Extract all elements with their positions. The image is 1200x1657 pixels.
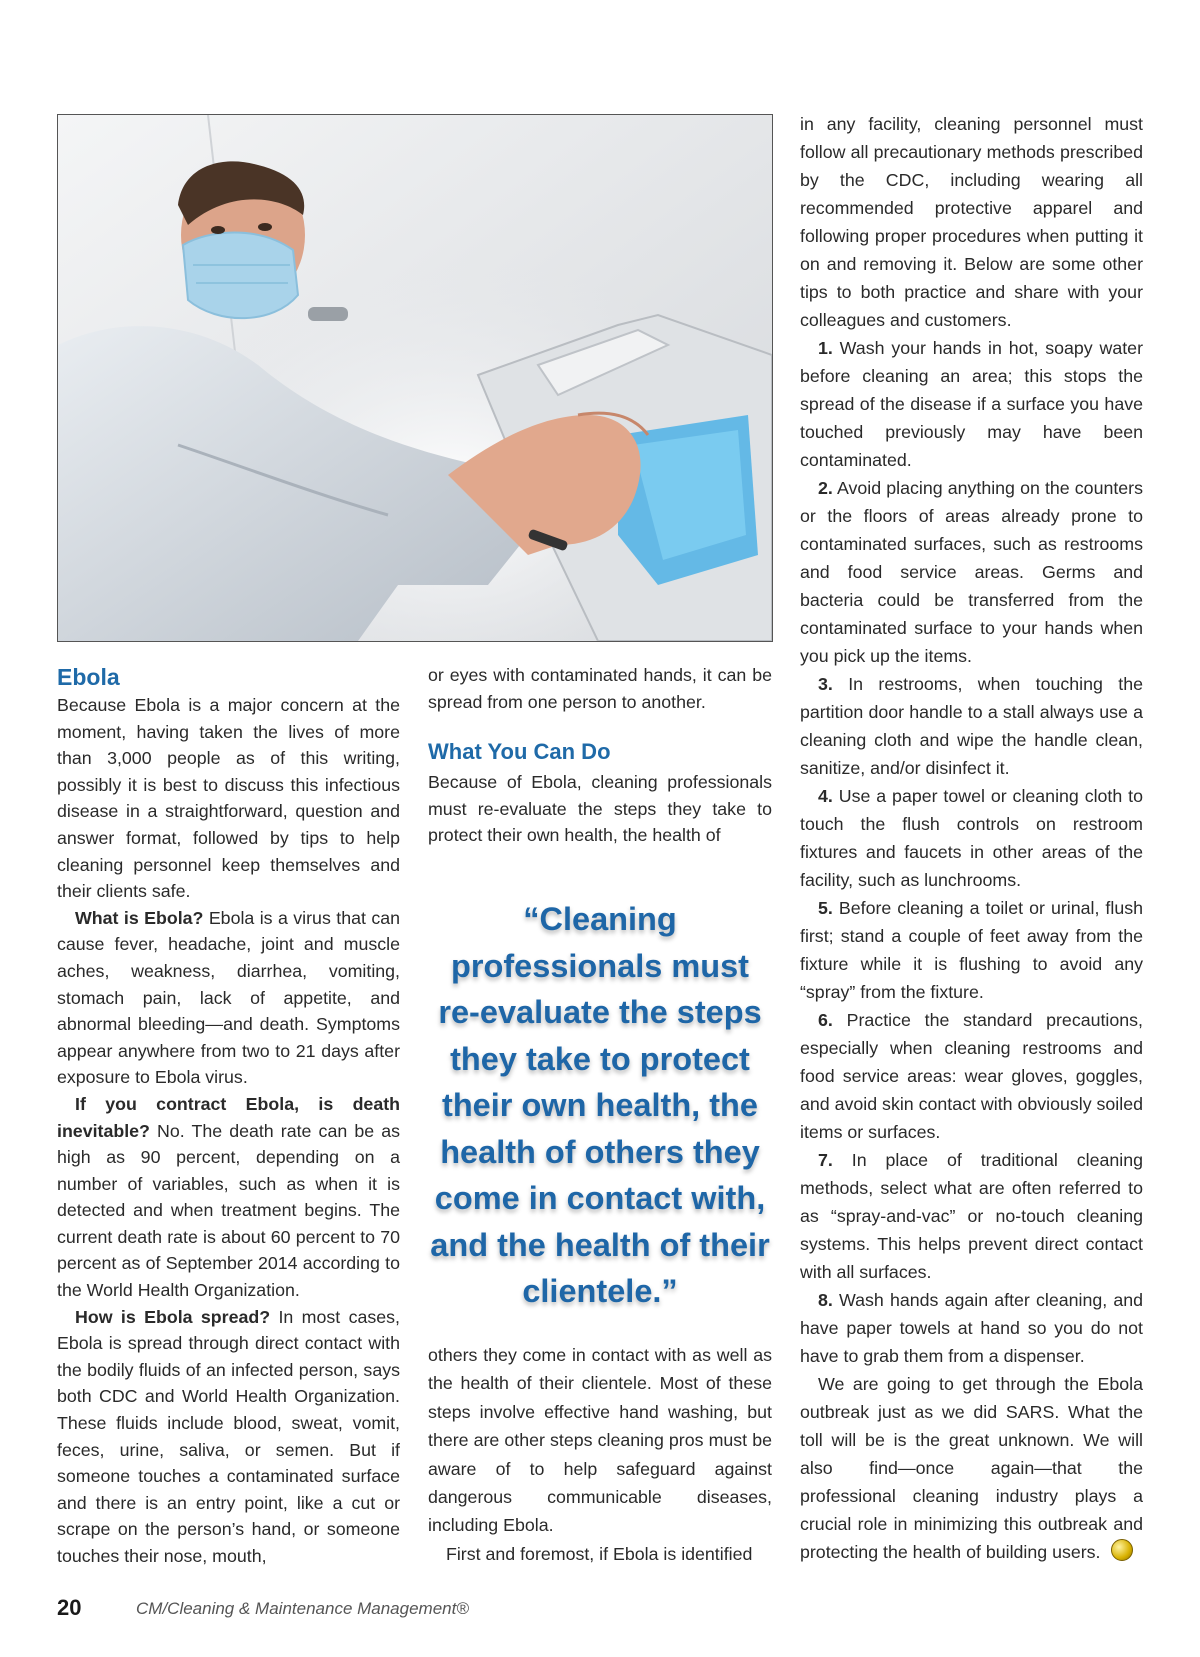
section-heading-what-you-can-do: What You Can Do xyxy=(428,739,611,765)
question-label: How is Ebola spread? xyxy=(75,1306,271,1327)
photo-illustration xyxy=(58,115,772,641)
tip-text: Before cleaning a toilet or urinal, flush first; stand a couple of feet away from the fixture while it is flushing to avoid any “spray” from the fixture. xyxy=(800,898,1143,1002)
tip-text: Wash hands again after cleaning, and have paper towels at hand so you do not have to grab them from a dispenser. xyxy=(800,1290,1143,1366)
continued-paragraph: or eyes with contaminated hands, it can be spread from one person to another. xyxy=(428,665,772,712)
question-label: What is Ebola? xyxy=(75,907,204,928)
answer-text: Ebola is a virus that can cause fever, headache, joint and muscle aches, weakness, diarrhea, vomiting, stomach pain, lack of appetite, and abnormal bleeding—and death. Symptoms appear anywhere from two to 21 days after exposure to Ebola virus. xyxy=(57,907,400,1088)
column-3 xyxy=(800,110,1143,1566)
answer-text: No. The death rate can be as high as 90 percent, depending on a number of variables, such as when it is detected and when treatment begins. The current death rate is about 60 percent to 70 percent as of September 2014 according to the World Health Organization. xyxy=(57,1120,400,1301)
tip-number: 8. xyxy=(818,1290,833,1310)
tip-number: 2. xyxy=(818,478,833,498)
page-number: 20 xyxy=(57,1595,82,1620)
tip-item xyxy=(800,782,1143,894)
column-1 xyxy=(57,662,400,1570)
tip-item xyxy=(800,894,1143,1006)
column-2-lower xyxy=(428,1341,772,1568)
tip-number: 7. xyxy=(818,1150,833,1170)
end-of-article-icon xyxy=(1111,1539,1133,1561)
answer-text: In most cases, Ebola is spread through direct contact with the bodily fluids of an infected person, says both CDC and World Health Organization. These fluids include blood, sweat, vomit, feces, urine, saliva, or semen. But if someone touches a contaminated surface and there is an entry point, like a cut or scrape on the person’s hand, or someone touches their nose, mouth, xyxy=(57,1306,400,1566)
tip-text: Avoid placing anything on the counters or the floors of areas already prone to contaminated surfaces, such as restrooms and food service areas. Germs and bacteria could be transferred from the contaminated surface to your hands when you pick up the items. xyxy=(800,478,1143,666)
qa-how-spread xyxy=(57,1304,400,1570)
paragraph: others they come in contact with as well as the health of their clientele. Most of these steps involve effective hand washing, but there are other steps cleaning pros must be aware of to help safeguard against dangerous communicable diseases, including Ebola. xyxy=(428,1345,772,1536)
tip-number: 4. xyxy=(818,786,833,806)
question-label: If you contract Ebola, is death inevitable? xyxy=(57,1093,400,1141)
tip-item xyxy=(800,670,1143,782)
tip-text: Practice the standard precautions, especially when cleaning restrooms and food service areas: wear gloves, goggles, and avoid skin contact with obviously soiled items or surfaces. xyxy=(800,1010,1143,1142)
paragraph: Because of Ebola, cleaning professionals must re-evaluate the steps they take to protect their own health, the health of xyxy=(428,772,772,846)
tip-text: Wash your hands in hot, soapy water before cleaning an area; this stops the spread of the disease if a surface you have touched previously may have been contaminated. xyxy=(800,338,1143,470)
tip-number: 5. xyxy=(818,898,833,918)
pull-quote: “Cleaning professionals must re-evaluate the steps they take to protect their own health, the health of others they come in contact with, and the health of their clientele.” xyxy=(430,901,770,1309)
tip-item xyxy=(800,1146,1143,1286)
qa-death-inevitable xyxy=(57,1091,400,1304)
tip-number: 3. xyxy=(818,674,833,694)
section-heading-ebola: Ebola xyxy=(57,664,120,690)
qa-what-is-ebola xyxy=(57,905,400,1091)
tip-number: 6. xyxy=(818,1010,833,1030)
tip-item xyxy=(800,1286,1143,1370)
paragraph: First and foremost, if Ebola is identified xyxy=(446,1543,753,1564)
tip-number: 1. xyxy=(818,338,833,358)
column-2 xyxy=(428,662,772,849)
tip-item xyxy=(800,1006,1143,1146)
closing-text: We are going to get through the Ebola outbreak just as we did SARS. What the toll will be is the great unknown. We will also find—once again—that the professional cleaning industry plays a crucial role in minimizing this outbreak and protecting the health of building users. xyxy=(800,1374,1143,1562)
article-photo xyxy=(57,114,773,642)
intro-paragraph: Because Ebola is a major concern at the moment, having taken the lives of more than 3,000 people as of this writing, possibly it is best to discuss this infectious disease in a straightforward, question and answer format, followed by tips to help cleaning personnel keep themselves and their clients safe. xyxy=(57,695,400,902)
closing-paragraph xyxy=(800,1370,1143,1566)
tip-item xyxy=(800,334,1143,474)
tip-text: In place of traditional cleaning methods, select what are often referred to as “spray-and-vac” or no-touch cleaning systems. This helps prevent direct contact with all surfaces. xyxy=(800,1150,1143,1282)
tip-text: In restrooms, when touching the partition door handle to a stall always use a cleaning cloth and wipe the handle clean, sanitize, and/or disinfect it. xyxy=(800,674,1143,778)
tip-text: Use a paper towel or cleaning cloth to touch the flush controls on restroom fixtures and faucets in other areas of the facility, such as lunchrooms. xyxy=(800,786,1143,890)
publication-title: CM/Cleaning & Maintenance Management® xyxy=(136,1599,469,1618)
continued-paragraph: in any facility, cleaning personnel must follow all precautionary methods prescribed by the CDC, including wearing all recommended protective apparel and following proper procedures when putting it on and removing it. Below are some other tips to both practice and share with your colleagues and customers. xyxy=(800,114,1143,330)
tip-item xyxy=(800,474,1143,670)
